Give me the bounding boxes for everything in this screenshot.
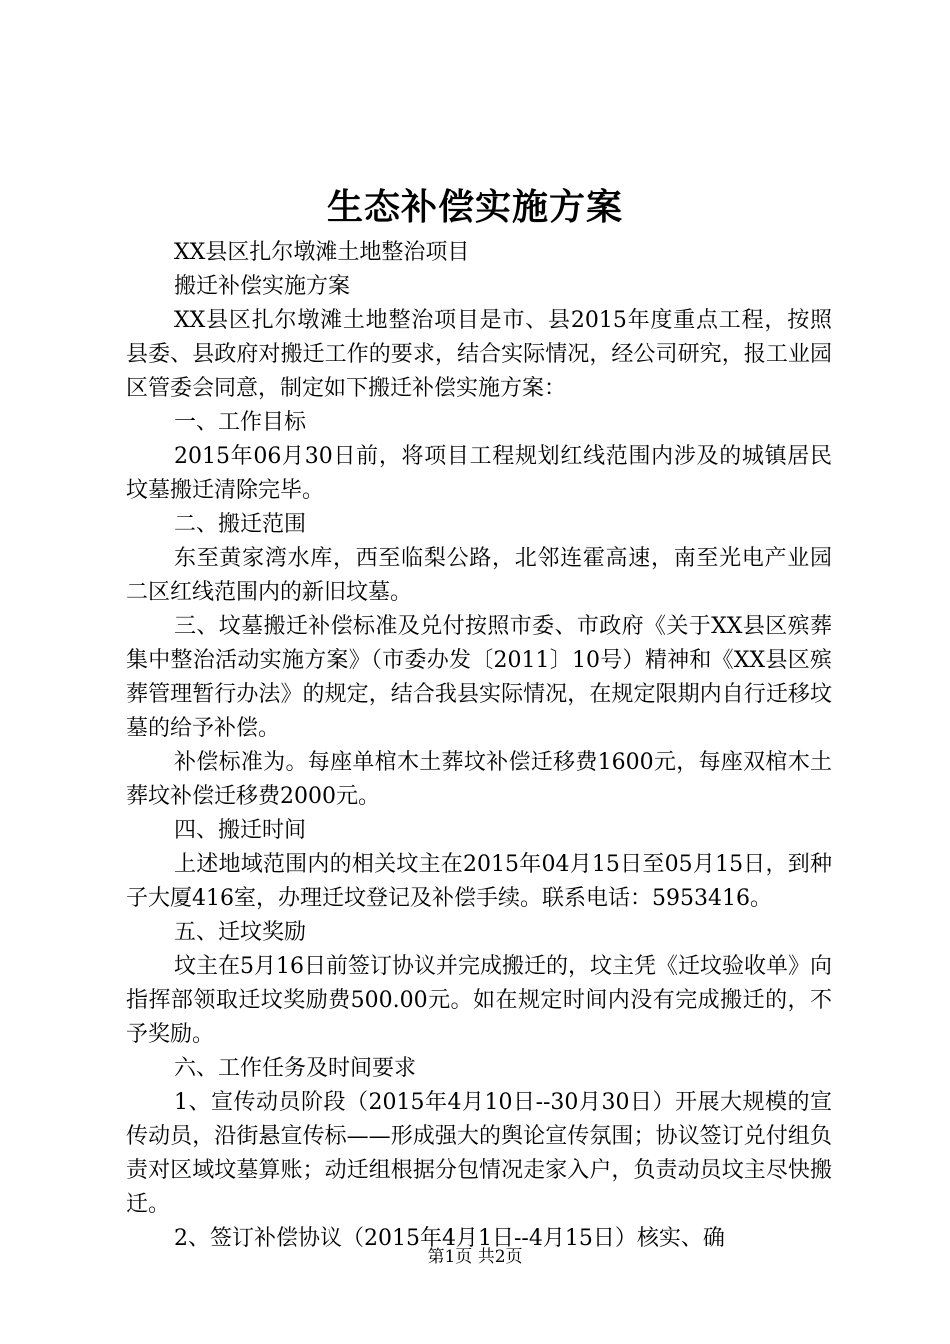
- paragraph-project-name: XX县区扎尔墩滩土地整治项目: [174, 240, 470, 265]
- section-heading-tasks: 六、工作任务及时间要求: [174, 1056, 417, 1081]
- paragraph-compensation-basis: 三、坟墓搬迁补偿标准及兑付按照市委、市政府《关于XX县区殡葬集中整治活动实施方案》（市委办发〔2011〕10号）精神和《XX县区殡葬管理暂行办法》的规定，结合我县实际情况，在规定限期内自行迁移坟墓的给予补偿。: [126, 614, 832, 741]
- paragraph-plan-name: 搬迁补偿实施方案: [174, 274, 351, 299]
- paragraph-reward: 坟主在5月16日前签订协议并完成搬迁的，坟主凭《迁坟验收单》向指挥部领取迁坟奖励费500.00元。如在规定时间内没有完成搬迁的，不予奖励。: [126, 954, 832, 1047]
- paragraph-task-2: 2、签订补偿协议（2015年4月1日--4月15日）核实、确: [174, 1226, 725, 1251]
- document-title: 生态补偿实施方案: [326, 186, 623, 228]
- document-body: [126, 236, 832, 1256]
- section-heading-time: 四、搬迁时间: [174, 818, 307, 843]
- page-footer: 第1页 共2页: [427, 1247, 523, 1267]
- paragraph-intro: XX县区扎尔墩滩土地整治项目是市、县2015年度重点工程，按照县委、县政府对搬迁工作的要求，结合实际情况，经公司研究，报工业园区管委会同意，制定如下搬迁补偿实施方案：: [126, 308, 832, 401]
- paragraph-task-1: 1、宣传动员阶段（2015年4月10日--30月30日）开展大规模的宣传动员，沿街悬宣传标——形成强大的舆论宣传氛围；协议签订兑付组负责对区域坟墓算账；动迁组根据分包情况走家入户，负责动员坟主尽快搬迁。: [126, 1090, 832, 1217]
- paragraph-goal: 2015年06月30日前，将项目工程规划红线范围内涉及的城镇居民坟墓搬迁清除完毕。: [126, 444, 832, 503]
- section-heading-reward: 五、迁坟奖励: [174, 920, 307, 945]
- section-heading-goal: 一、工作目标: [174, 410, 307, 435]
- paragraph-compensation-standard: 补偿标准为。每座单棺木土葬坟补偿迁移费1600元，每座双棺木土葬坟补偿迁移费2000元。: [126, 750, 832, 809]
- paragraph-time: 上述地域范围内的相关坟主在2015年04月15日至05月15日，到种子大厦416室，办理迁坟登记及补偿手续。联系电话：5953416。: [126, 852, 832, 911]
- paragraph-scope: 东至黄家湾水库，西至临梨公路，北邻连霍高速，南至光电产业园二区红线范围内的新旧坟墓。: [126, 546, 832, 605]
- section-heading-scope: 二、搬迁范围: [174, 512, 307, 537]
